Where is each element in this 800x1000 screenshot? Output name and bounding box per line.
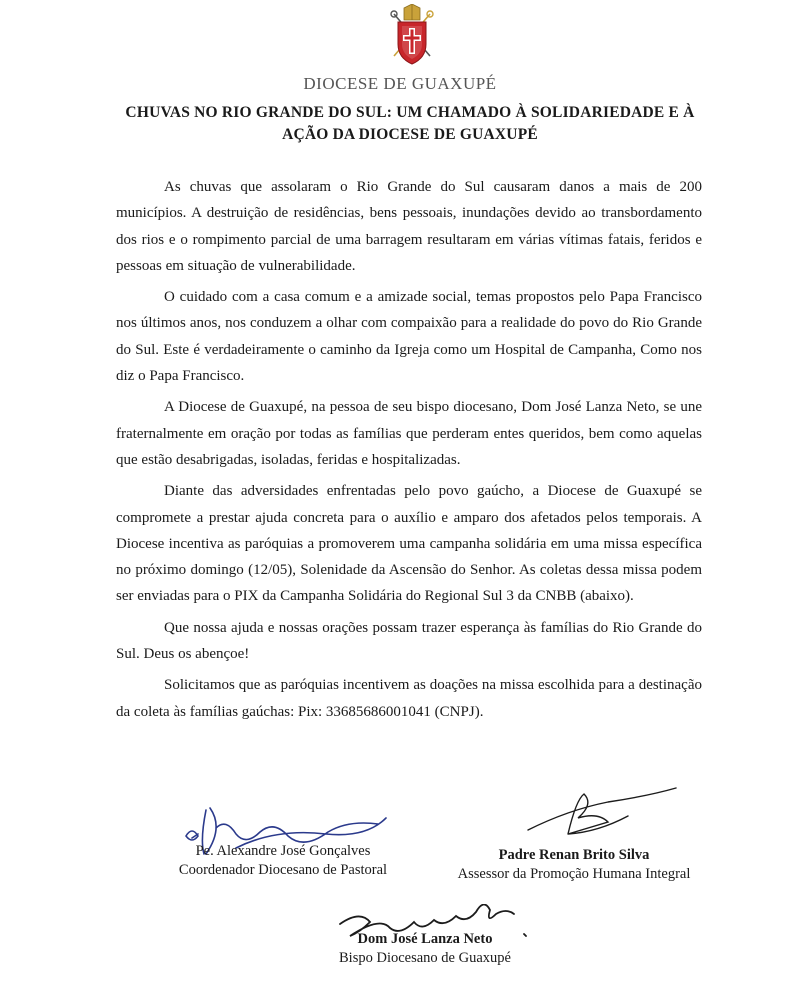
- paragraph-1: As chuvas que assolaram o Rio Grande do Sul causaram danos a mais de 200 municípios. A destruição de residências, bens pessoais, inundações devido ao transbordamento dos rios e o rompimento parcial de uma barragem resultaram em várias vítimas fatais, feridos e pessoas em situação de vulnerabilidade.: [116, 179, 702, 274]
- signatory-role-right: Assessor da Promoção Humana Integral: [457, 866, 691, 882]
- signatory-name-right: Padre Renan Brito Silva: [498, 847, 650, 863]
- document-title-line-2: AÇÃO DA DIOCESE DE GUAXUPÉ: [282, 126, 538, 143]
- signature-block-bottom: [290, 930, 560, 968]
- paragraph-2: O cuidado com a casa comum e a amizade social, temas propostos pelo Papa Francisco nos últimos anos, nos conduzem a olhar com compaixão para a realidade do povo do Rio Grande do Sul. Este é verdadeiramente o caminho da Igreja como um Hospital de Campanha, Como nos diz o Papa Francisco.: [116, 289, 702, 385]
- signatory-role-bottom: Bispo Diocesano de Guaxupé: [339, 950, 511, 966]
- signature-scribble-right: [520, 784, 680, 844]
- diocese-name: DIOCESE DE GUAXUPÉ: [303, 74, 497, 93]
- document-title-line-1: CHUVAS NO RIO GRANDE DO SUL: UM CHAMADO À SOLIDARIEDADE E À: [125, 104, 695, 121]
- paragraph-4: Diante das adversidades enfrentadas pelo povo gaúcho, a Diocese de Guaxupé se compromete a prestar ajuda concreta para o auxílio e amparo dos afetados pelos temporais. A Diocese incentiva as paróquias a promoverem uma campanha solidária em uma missa específica no próximo domingo (12/05), Solenidade da Ascensão do Senhor. As coletas dessa missa podem ser enviadas para o PIX da Campanha Solidária do Regional Sul 3 da CNBB (abaixo).: [116, 483, 702, 605]
- paragraph-6: Solicitamos que as paróquias incentivem as doações na missa escolhida para a destinação da coleta às famílias gaúchas: Pix: 33685686001041 (CNPJ).: [116, 677, 702, 720]
- signature-block-right: [438, 846, 710, 884]
- signatory-name-bottom: Dom José Lanza Neto: [357, 931, 493, 947]
- signatory-role-left: Coordenador Diocesano de Pastoral: [178, 862, 388, 878]
- signatory-name-left: Pe. Alexandre José Gonçalves: [195, 843, 371, 859]
- document-body: [116, 174, 702, 730]
- diocese-coat-of-arms-icon: [384, 4, 440, 70]
- paragraph-5: Que nossa ajuda e nossas orações possam trazer esperança às famílias do Rio Grande do Sul. Deus os abençoe!: [116, 619, 702, 663]
- document-title: [100, 102, 720, 146]
- paragraph-3: A Diocese de Guaxupé, na pessoa de seu bispo diocesano, Dom José Lanza Neto, se une fraternalmente em oração por todas as famílias que perderam entes queridos, bem como aquelas que estão desabrigadas, isoladas, feridas e hospitalizadas.: [116, 399, 702, 468]
- signature-block-left: [172, 842, 394, 880]
